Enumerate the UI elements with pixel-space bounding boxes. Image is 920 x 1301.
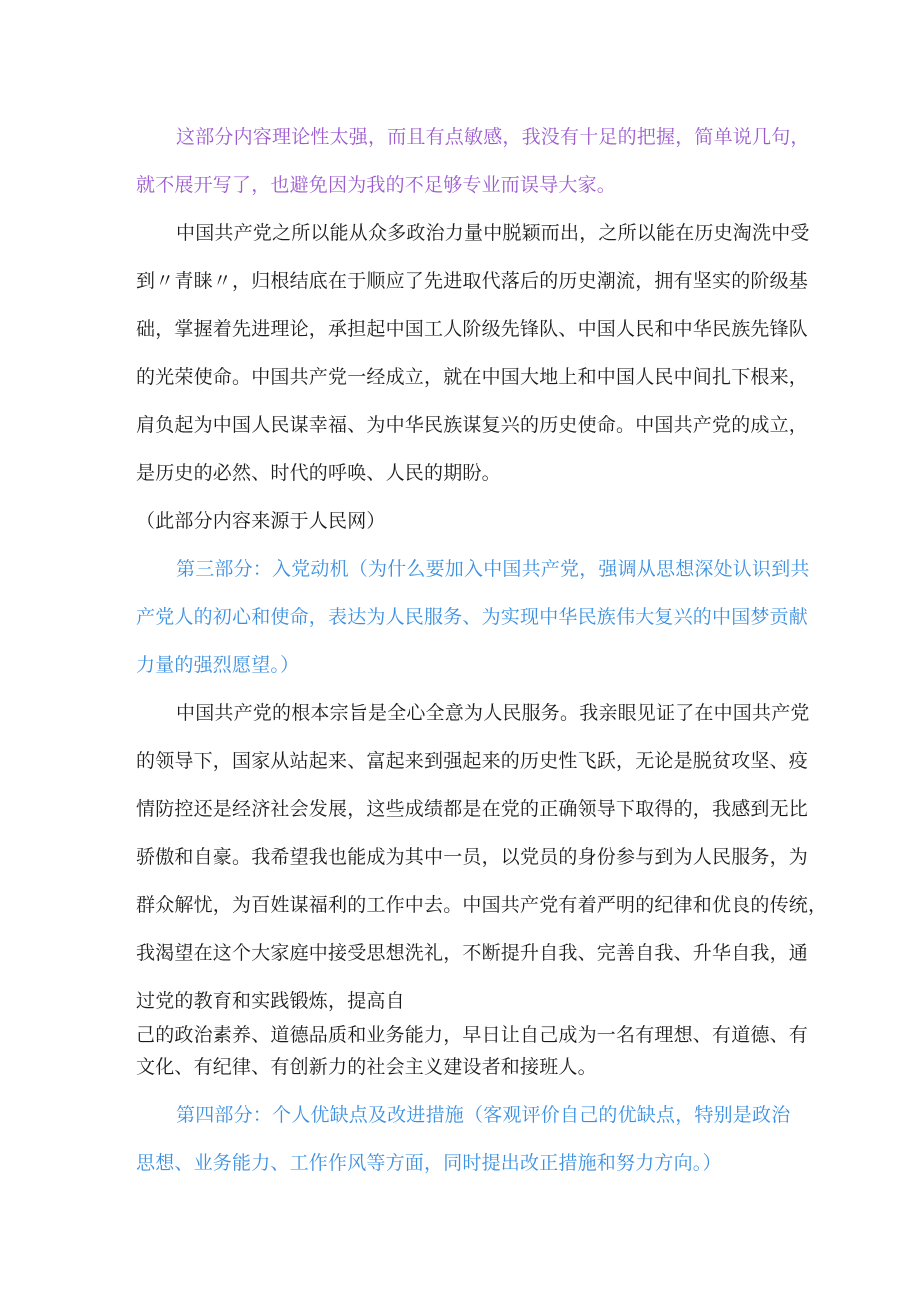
text-line: 骄傲和自豪。我希望我也能成为其中一员，以党员的身份参与到为人民服务，为 [136, 846, 809, 868]
heading-line: 产党人的初心和使命，表达为人民服务、为实现中华民族伟大复兴的中国梦贡献 [136, 606, 809, 628]
text-line: 肩负起为中国人民谋幸福、为中华民族谋复兴的历史使命。中国共产党的成立， [136, 414, 809, 436]
text-line: 中国共产党之所以能从众多政治力量中脱颖而出，之所以能在历史淘洗中受 [176, 222, 810, 244]
text-line: 到〃青睐〃，归根结底在于顺应了先进取代落后的历史潮流，拥有坚实的阶级基 [136, 270, 809, 292]
text-line: 就不展开写了，也避免因为我的不足够专业而误导大家。 [136, 174, 617, 196]
heading-line: 第三部分：入党动机（为什么要加入中国共产党，强调从思想深处认识到共 [176, 558, 810, 580]
text-line: 的光荣使命。中国共产党一经成立，就在中国大地上和中国人民中间扎下根来， [136, 366, 809, 388]
source-note: （此部分内容来源于人民网） [136, 510, 386, 532]
heading-line: 力量的强烈愿望。） [136, 654, 300, 676]
text-line: 己的政治素养、道德品质和业务能力，早日让自己成为一名有理想、有道德、有 [136, 1024, 809, 1046]
text-line: 我渴望在这个大家庭中接受思想洗礼，不断提升自我、完善自我、升华自我，通 [136, 942, 809, 964]
text-line: 这部分内容理论性太强，而且有点敏感，我没有十足的把握，简单说几句， [176, 126, 810, 148]
text-line: 情防控还是经济社会发展，这些成绩都是在党的正确领导下取得的，我感到无比 [136, 798, 809, 820]
text-line: 是历史的必然、时代的呼唤、人民的期盼。 [136, 462, 501, 484]
heading-line: 思想、业务能力、工作作风等方面，同时提出改正措施和努力方向。） [136, 1152, 722, 1174]
text-line: 群众解忧，为百姓谋福利的工作中去。中国共产党有着严明的纪律和优良的传统， [136, 894, 828, 916]
text-line: 过党的教育和实践锻炼，提高自 [136, 990, 405, 1012]
text-line: 的领导下，国家从站起来、富起来到强起来的历史性飞跃，无论是脱贫攻坚、疫 [136, 750, 809, 772]
heading-line: 第四部分：个人优缺点及改进措施（客观评价自己的优缺点，特别是政治 [176, 1104, 791, 1126]
text-line: 中国共产党的根本宗旨是全心全意为人民服务。我亲眼见证了在中国共产党 [176, 702, 810, 724]
text-line: 文化、有纪律、有创新力的社会主义建设者和接班人。 [136, 1056, 597, 1078]
text-line: 础，掌握着先进理论，承担起中国工人阶级先锋队、中国人民和中华民族先锋队 [136, 318, 809, 340]
